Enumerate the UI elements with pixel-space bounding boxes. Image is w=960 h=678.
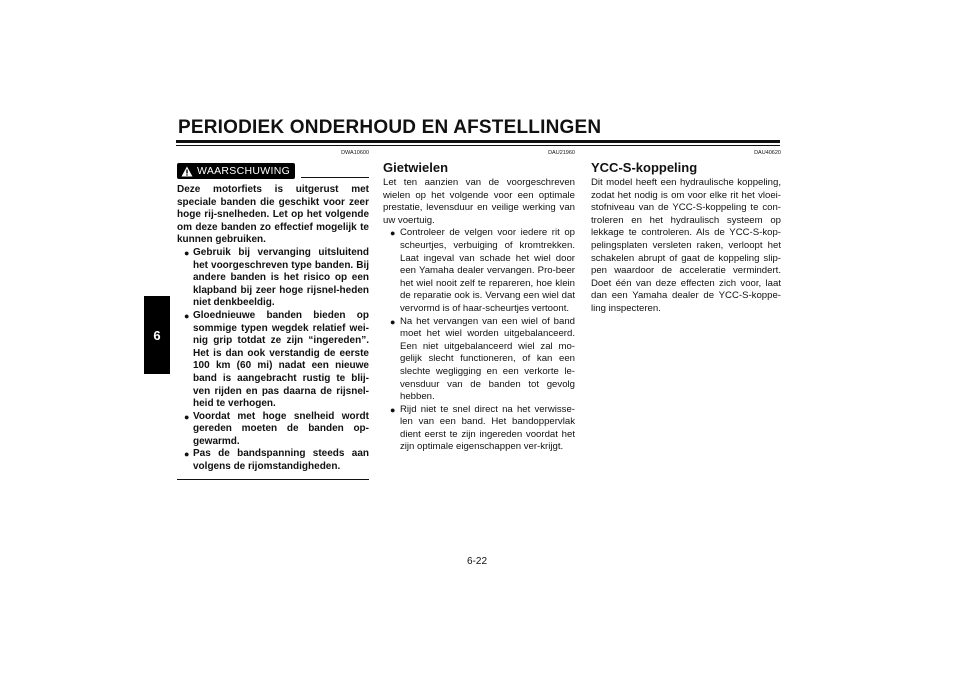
warning-bullet: [177, 448, 369, 473]
warning-body: [177, 184, 369, 474]
gietwielen-bullet-text: Rijd niet te snel direct na het verwisse-len van een band. Het bandoppervlak dient eerst te zijn ingereden voordat het zijn optimale eigenschappen ver-krijgt.: [400, 403, 575, 453]
page-number: 6-22: [467, 556, 488, 567]
warning-bullet-list: [177, 247, 369, 474]
gietwielen-bullet: [390, 316, 575, 404]
bullet-dot-icon: ●: [390, 316, 396, 327]
ycc-column: [591, 150, 781, 316]
gietwielen-title: Gietwielen: [383, 160, 449, 175]
warning-header: [177, 160, 369, 182]
gietwielen-intro: Let ten aanzien van de voorgeschreven wielen op het volgende voor een optimale prestatie, levensduur en veilige werking van uw voertuig.: [383, 177, 575, 226]
warning-bullet-text: Gloednieuwe banden bieden op sommige typen wegdek relatief wei-nig grip totdat ze zijn “ingereden”. Het is dan ook verstandig de eerste 100 km (60 mi) nadat een nieuwe band is aangebracht rustig te blij-ven rijden en pas daarna de rijsnel-heid te verhogen.: [193, 309, 369, 410]
warning-bullet: [177, 310, 369, 411]
gietwielen-body: [383, 177, 575, 454]
title-rule-thick: [176, 140, 780, 143]
ycc-text: Dit model heeft een hydraulische koppeling, zodat het nodig is om voor elke rit het vloei-stofniveau van de YCC-S-koppeling te con-troleren en het hydraulisch systeem op lekkage te controleren. Als de YCC-S-kop-pelingsplaten versleten raken, verloopt het schakelen abrupt of gaat de koppeling slip-pen waardoor de acceleratie vermindert. Doet één van deze effecten zich voor, laat dan een Yamaha dealer de YCC-S-koppe-ling inspecteren.: [591, 177, 781, 314]
warning-code: DWA10600: [341, 150, 369, 156]
gietwielen-code: DAU21960: [548, 150, 575, 156]
title-rule-thin: [176, 145, 780, 146]
warning-bullet: [177, 247, 369, 310]
bullet-dot-icon: ●: [184, 449, 190, 460]
warning-column: [177, 150, 369, 480]
page-title: PERIODIEK ONDERHOUD EN AFSTELLINGEN: [178, 117, 602, 138]
bullet-dot-icon: ●: [184, 310, 190, 321]
warning-bullet: [177, 411, 369, 449]
gietwielen-bullet: [390, 404, 575, 454]
warning-label-box: [177, 163, 295, 179]
warning-intro: Deze motorfiets is uitgerust met speciale banden die geschikt voor zeer hoge rij-snelheden. Let op het volgende om deze banden zo effectief mogelijk te kunnen gebruiken.: [177, 184, 369, 246]
gietwielen-column: [383, 150, 575, 454]
bullet-dot-icon: ●: [184, 247, 190, 258]
warning-end-rule: [177, 479, 369, 480]
ycc-code: DAU40620: [754, 150, 781, 156]
gietwielen-bullet-text: Na het vervangen van een wiel of band moet het wiel worden uitgebalanceerd. Een niet uitgebalanceerd wiel zal mo-gelijk slecht functioneren, of kan een slechte wegligging en een verkorte le-vensduur van de banden tot gevolg hebben.: [400, 315, 575, 403]
warning-label: WAARSCHUWING: [197, 165, 291, 177]
gietwielen-bullet-list: [390, 227, 575, 454]
gietwielen-bullet: [390, 227, 575, 315]
bullet-dot-icon: ●: [390, 404, 396, 415]
warning-triangle-icon: [181, 166, 193, 177]
ycc-body: [591, 177, 781, 316]
ycc-title: YCC-S-koppeling: [591, 160, 698, 175]
warning-bullet-text: Pas de bandspanning steeds aan volgens de rijomstandigheden.: [193, 448, 369, 473]
warning-bullet-text: Gebruik bij vervanging uitsluitend het voorgeschreven type banden. Bij andere banden is het risico op een klapband bij zeer hoge rijsnel-heden niet denkbeeldig.: [193, 246, 369, 309]
gietwielen-bullet-text: Controleer de velgen voor iedere rit op scheurtjes, verbuiging of kromtrekken. Laat ingeval van schade het wiel door een Yamaha dealer vervangen. Pro-beer het wiel nooit zelf te repareren, hoe klein de reparatie ook is. Vervang een wiel dat vervormd is of haar-scheurtjes vertoont.: [400, 227, 575, 314]
chapter-tab: 6: [144, 296, 170, 374]
warning-header-rule: [301, 177, 369, 178]
bullet-dot-icon: ●: [184, 411, 190, 422]
warning-bullet-text: Voordat met hoge snelheid wordt gereden moeten de banden op-gewarmd.: [193, 410, 369, 447]
bullet-dot-icon: ●: [390, 228, 396, 239]
